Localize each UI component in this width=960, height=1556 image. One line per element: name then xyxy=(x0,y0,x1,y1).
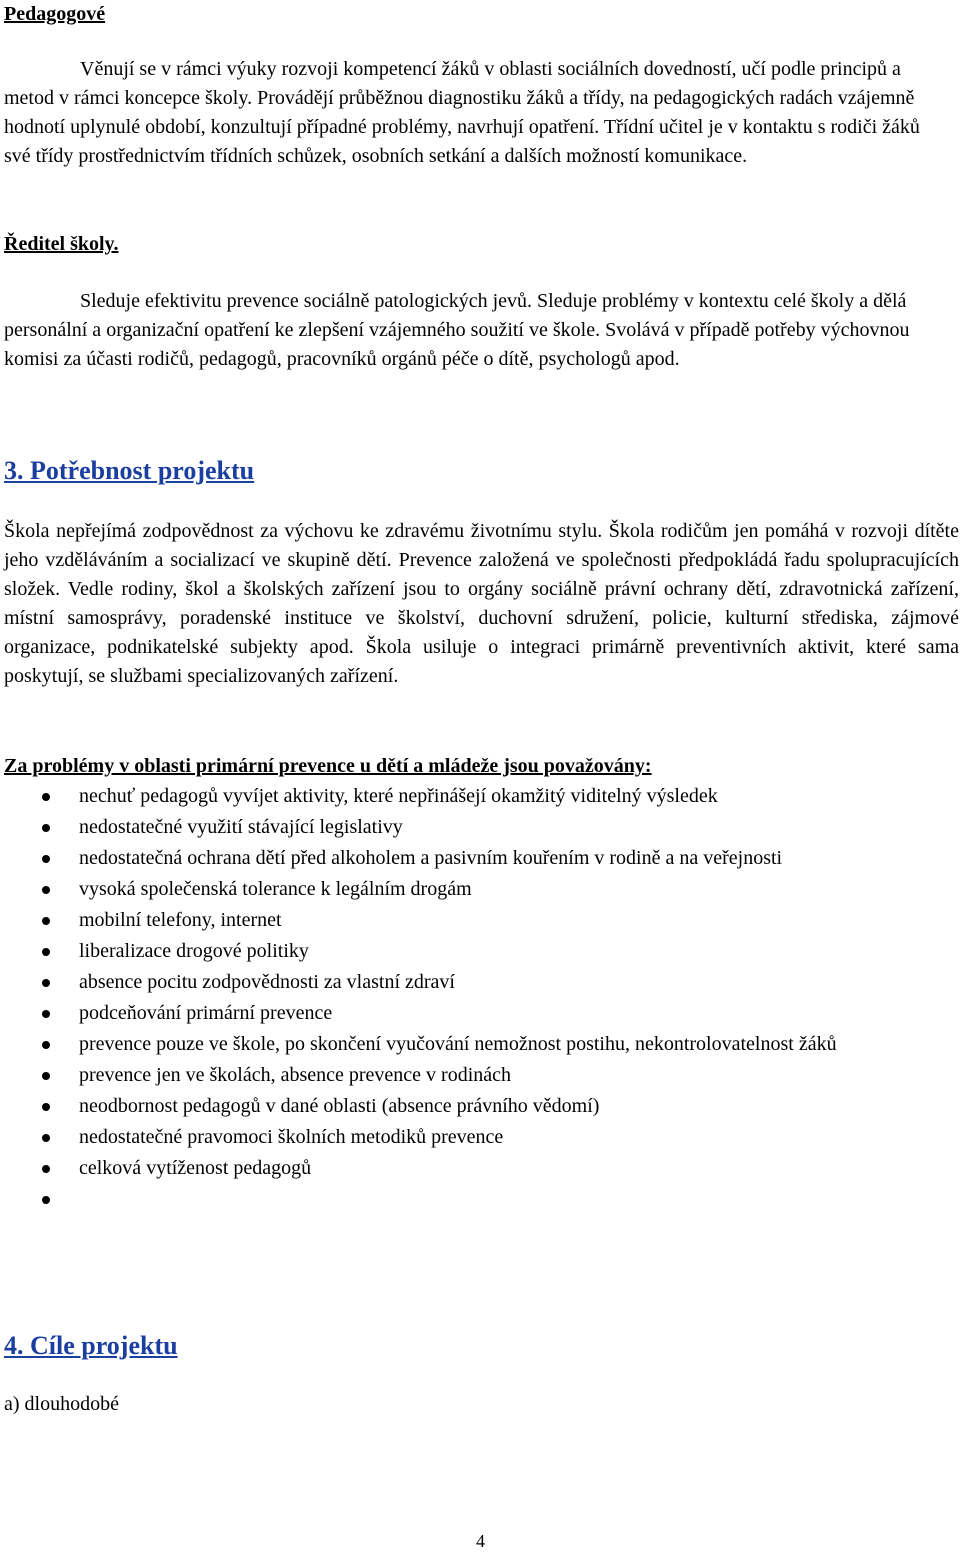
subheading-dlouhodobe: a) dlouhodobé xyxy=(4,1393,119,1415)
bullet-icon xyxy=(42,917,50,925)
paragraph-potrebnost: Škola nepřejímá zodpovědnost za výchovu ke zdravému životnímu stylu. Škola rodičům jen pomáhá v rozvoji dítěte jeho vzděláváním a socializací ve skupině dětí. Prevence založená ve společnosti předpokládá řadu spolupracujících složek. Vedle rodiny, škol a školských zařízení jsou to orgány sociálně právní ochrany dětí, zdravotnická zařízení, místní samosprávy, poradenské instituce ve školství, duchovní sdružení, policie, kulturní střediska, zájmové organizace, podnikatelské subjekty apod. Škola usiluje o integraci primárně preventivních aktivit, které sama poskytují, se službami specializovaných zařízení. xyxy=(4,520,959,687)
problem-list xyxy=(4,782,909,1216)
heading-problemy: Za problémy v oblasti primární prevence u dětí a mládeže jsou považovány: xyxy=(4,755,652,777)
paragraph-pedagogove: Věnují se v rámci výuky rozvoji kompetencí žáků v oblasti sociálních dovedností, učí podle principů a metod v rámci koncepce školy. Provádějí průběžnou diagnostiku žáků a třídy, na pedagogických radách vzájemně hodnotí uplynulé období, konzultují případné problémy, navrhují opatření. Třídní učitel je v kontaktu s rodiči žáků své třídy prostřednictvím třídních schůzek, osobních setkání a dalších možností komunikace. xyxy=(4,58,920,167)
heading-pedagogove: Pedagogové xyxy=(4,3,106,25)
bullet-icon xyxy=(42,886,50,894)
list-item: liberalizace drogové politiky xyxy=(4,937,909,966)
list-item: nechuť pedagogů vyvíjet aktivity, které nepřinášejí okamžitý viditelný výsledek xyxy=(4,782,909,811)
bullet-icon xyxy=(42,824,50,832)
bullet-icon xyxy=(42,1196,50,1204)
bullet-icon xyxy=(42,1165,50,1173)
paragraph-reditel: Sleduje efektivitu prevence sociálně patologických jevů. Sleduje problémy v kontextu celé školy a dělá personální a organizační opatření ke zlepšení vzájemného soužití ve škole. Svolává v případě potřeby výchovnou komisi za účasti rodičů, pedagogů, pracovníků orgánů péče o dítě, psychologů apod. xyxy=(4,290,910,370)
heading-reditel: Ředitel školy. xyxy=(4,233,119,255)
bullet-icon xyxy=(42,979,50,987)
list-item: celková vytíženost pedagogů xyxy=(4,1154,909,1183)
bullet-icon xyxy=(42,948,50,956)
bullet-icon xyxy=(42,1103,50,1111)
page-number: 4 xyxy=(476,1531,485,1551)
bullet-icon xyxy=(42,1010,50,1018)
section-title-potrebnost: 3. Potřebnost projektu xyxy=(4,456,255,485)
bullet-icon xyxy=(42,793,50,801)
bullet-icon xyxy=(42,855,50,863)
section-title-cile: 4. Cíle projektu xyxy=(4,1331,178,1360)
list-item: prevence pouze ve škole, po skončení vyučování nemožnost postihu, nekontrolovatelnost žáků xyxy=(4,1030,909,1059)
bullet-icon xyxy=(42,1134,50,1142)
bullet-icon xyxy=(42,1072,50,1080)
list-item: nedostatečné pravomoci školních metodiků prevence xyxy=(4,1123,909,1152)
list-item: vysoká společenská tolerance k legálním drogám xyxy=(4,875,909,904)
list-item xyxy=(4,1185,909,1214)
list-item: nedostatečná ochrana dětí před alkoholem a pasivním kouřením v rodině a na veřejnosti xyxy=(4,844,909,873)
list-item: podceňování primární prevence xyxy=(4,999,909,1028)
list-item: mobilní telefony, internet xyxy=(4,906,909,935)
list-item: absence pocitu zodpovědnosti za vlastní zdraví xyxy=(4,968,909,997)
list-item: neodbornost pedagogů v dané oblasti (absence právního vědomí) xyxy=(4,1092,909,1121)
bullet-icon xyxy=(42,1041,50,1049)
list-item: nedostatečné využití stávající legislativy xyxy=(4,813,909,842)
list-item: prevence jen ve školách, absence prevence v rodinách xyxy=(4,1061,909,1090)
